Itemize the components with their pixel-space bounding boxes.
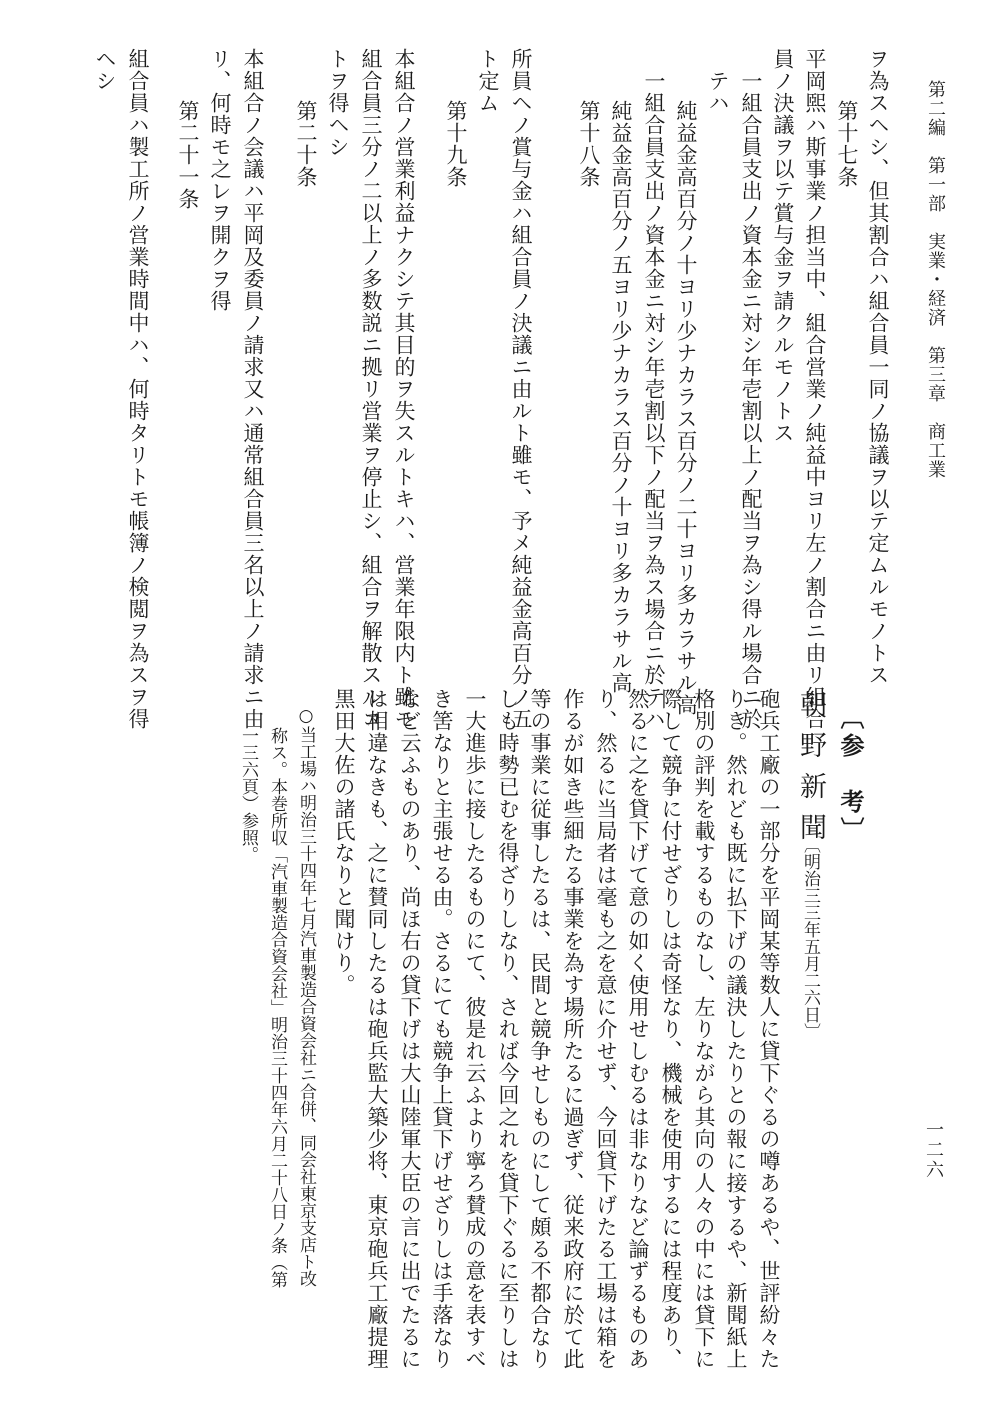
newspaper-title: 朝野新聞 (795, 690, 826, 854)
text-line: 黒田大佐の諸氏なりと聞けり。 (332, 688, 356, 996)
running-head: 第二編 第一部 実業・経済 第三章 商工業 (925, 80, 946, 479)
text-line: 純益金高百分ノ五ヨリ少ナカラス百分ノ十ヨリ多カラサル高 (609, 100, 633, 694)
text-line: 際して競争に付せざりしは奇怪なり、機械を使用するには程度あり、 (659, 688, 683, 1370)
text-line: 然るに之を貸下げて意の如く使用せしむるは非なりなど論ずるものあ (626, 688, 650, 1370)
text-line: 一組合員支出ノ資本金ニ対シ年壱割以下ノ配当ヲ為ス場合ニ於テハ (642, 70, 666, 730)
text-line: リ、何時モ之レヲ開クヲ得 (208, 48, 232, 312)
article-heading: 第二十一条 (176, 100, 200, 210)
article-heading: 第十八条 (577, 100, 601, 188)
text-line: など云ふものあり、尚ほ右の貸下げは大山陸軍大臣の言に出でたるに (398, 688, 422, 1370)
text-line: 平岡煕ハ斯事業ノ担当中、組合営業ノ純益中ヨリ左ノ割合ニ由リ組合 (803, 48, 827, 730)
text-line: トヲ得ヘシ (326, 48, 350, 158)
text-line: 本組合ノ営業利益ナクシテ其目的ヲ失スルトキハ、営業年限内ト雖モ (392, 48, 416, 730)
text-line: 等の事業に従事したるは、民間と競争せしものにして頗る不都合なり (528, 688, 552, 1370)
article-date: 〔明治三三年五月二六日〕 (800, 836, 820, 1040)
text-line: き筈なりと主張せる由。さるにても競争上貸下げせざりしは手落なり (430, 688, 454, 1370)
text-line: は相違なきも、之に賛同したるは砲兵監大築少将、東京砲兵工廠提理 (365, 688, 389, 1370)
text-line: 一大進歩に接したるものにて、彼是れ云ふより寧ろ賛成の意を表すべ (463, 688, 487, 1370)
text-line: 一組合員支出ノ資本金ニ対シ年壱割以上ノ配当ヲ為シ得ル場合ニ於 (739, 70, 763, 730)
editor-note: ○当工場ハ明治三十四年七月汽車製造合資会社ニ合併、同会社東京支店ト改 (296, 706, 316, 1287)
text-line: 作るが如き些細たる事業を為す場所たるに過ぎず、従来政府に於て此 (561, 688, 585, 1370)
text-line: 員ノ決議ヲ以テ賞与金ヲ請クルモノトス (771, 48, 795, 444)
text-line: 組合員三分ノ二以上ノ多数説ニ拠リ営業ヲ停止シ、組合ヲ解散スルコ (359, 48, 383, 730)
text-line: テハ (706, 70, 730, 114)
text-line: ヲ為スヘシ、但其割合ハ組合員一同ノ協議ヲ以テ定ムルモノトス (866, 48, 890, 686)
text-line: 組合員ハ製工所ノ営業時間中ハ、何時タリトモ帳簿ノ検閲ヲ為スヲ得 (126, 48, 150, 730)
reference-label: 〔参 考〕 (836, 705, 865, 845)
page-number: 一二六 (923, 1120, 944, 1180)
editor-note: 一三六頁）参照。 (238, 727, 258, 863)
text-line: り、然るに当局者は毫も之を意に介せず、今回貸下げたる工場は箱を (594, 688, 618, 1370)
text-line: 純益金高百分ノ十ヨリ少ナカラス百分ノ二十ヨリ多カラサル高 (674, 100, 698, 716)
text-line: しも時勢已むを得ざりしなり、されば今回之れを貸下ぐるに至りしは (496, 688, 520, 1370)
text-line: ト定ム (476, 48, 500, 114)
text-line: 砲兵工廠の一部分を平岡某等数人に貸下ぐるの噂あるや、世評紛々た (757, 688, 781, 1370)
text-line: りき。然れども既に払下げの議決したりとの報に接するや、新聞紙上 (724, 688, 748, 1370)
article-heading: 第十七条 (835, 100, 859, 188)
article-heading: 第十九条 (444, 100, 468, 188)
article-heading: 第二十条 (294, 100, 318, 188)
text-line: ヘシ (93, 48, 117, 92)
text-line: 格別の評判を載するものなし、左りながら其向の人々の中には貸下に (692, 688, 716, 1370)
text-line: 所員ヘノ賞与金ハ組合員ノ決議ニ由ルト雖モ、予メ純益金高百分ノ五 (509, 48, 533, 730)
text-line: 本組合ノ会議ハ平岡及委員ノ請求又ハ通常組合員三名以上ノ請求ニ由 (241, 48, 265, 730)
editor-note: 称ス。本巻所収「汽車製造合資会社」明治三十四年六月二十八日ノ条（第 (267, 727, 287, 1288)
